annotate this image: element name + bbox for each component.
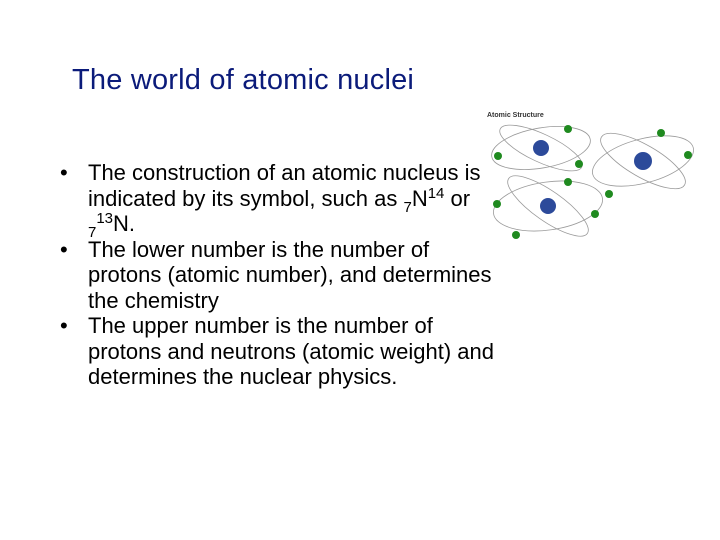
- bullet-text: or: [444, 185, 471, 211]
- electron-icon: [564, 125, 572, 133]
- bullet-marker: •: [60, 160, 68, 185]
- bullet-item: [60, 160, 500, 241]
- element-symbol: N: [411, 185, 428, 211]
- electron-icon: [575, 160, 583, 168]
- element-symbol: N.: [113, 211, 136, 236]
- electron-icon: [657, 129, 665, 137]
- slide-title: The world of atomic nuclei: [72, 64, 415, 96]
- subscript: 7: [88, 224, 97, 241]
- bullet-marker: •: [60, 236, 68, 262]
- electron-icon: [512, 231, 520, 239]
- electrons: [493, 125, 692, 239]
- bullet-item: [60, 313, 500, 390]
- electron-icon: [493, 200, 501, 208]
- subscript: 7: [403, 198, 412, 216]
- electron-icon: [591, 210, 599, 218]
- superscript: 13: [96, 210, 114, 227]
- orbit-lines: [488, 116, 699, 246]
- nucleus-icon: [533, 140, 549, 156]
- electron-icon: [494, 152, 502, 160]
- bullet-list: [60, 160, 500, 390]
- superscript: 14: [427, 184, 445, 202]
- figure-caption: Atomic Structure: [487, 112, 544, 119]
- nucleus-icon: [540, 198, 556, 214]
- bullet-text: The upper number is the number of protons and neutrons (atomic weight) and determines the nuclear physics.: [88, 313, 495, 389]
- nuclei: [533, 140, 652, 214]
- bullet-item: [60, 237, 500, 314]
- electron-icon: [564, 178, 572, 186]
- bullet-text: The construction of an atomic nucleus is indicated by its symbol, such as: [88, 160, 481, 211]
- electron-icon: [684, 151, 692, 159]
- bullet-marker: •: [60, 313, 68, 338]
- electron-icon: [605, 190, 613, 198]
- nucleus-icon: [634, 152, 652, 170]
- bullet-text: The lower number is the number of protons (atomic number), and determines the chemistry: [88, 236, 492, 313]
- atomic-structure-figure: [483, 106, 703, 256]
